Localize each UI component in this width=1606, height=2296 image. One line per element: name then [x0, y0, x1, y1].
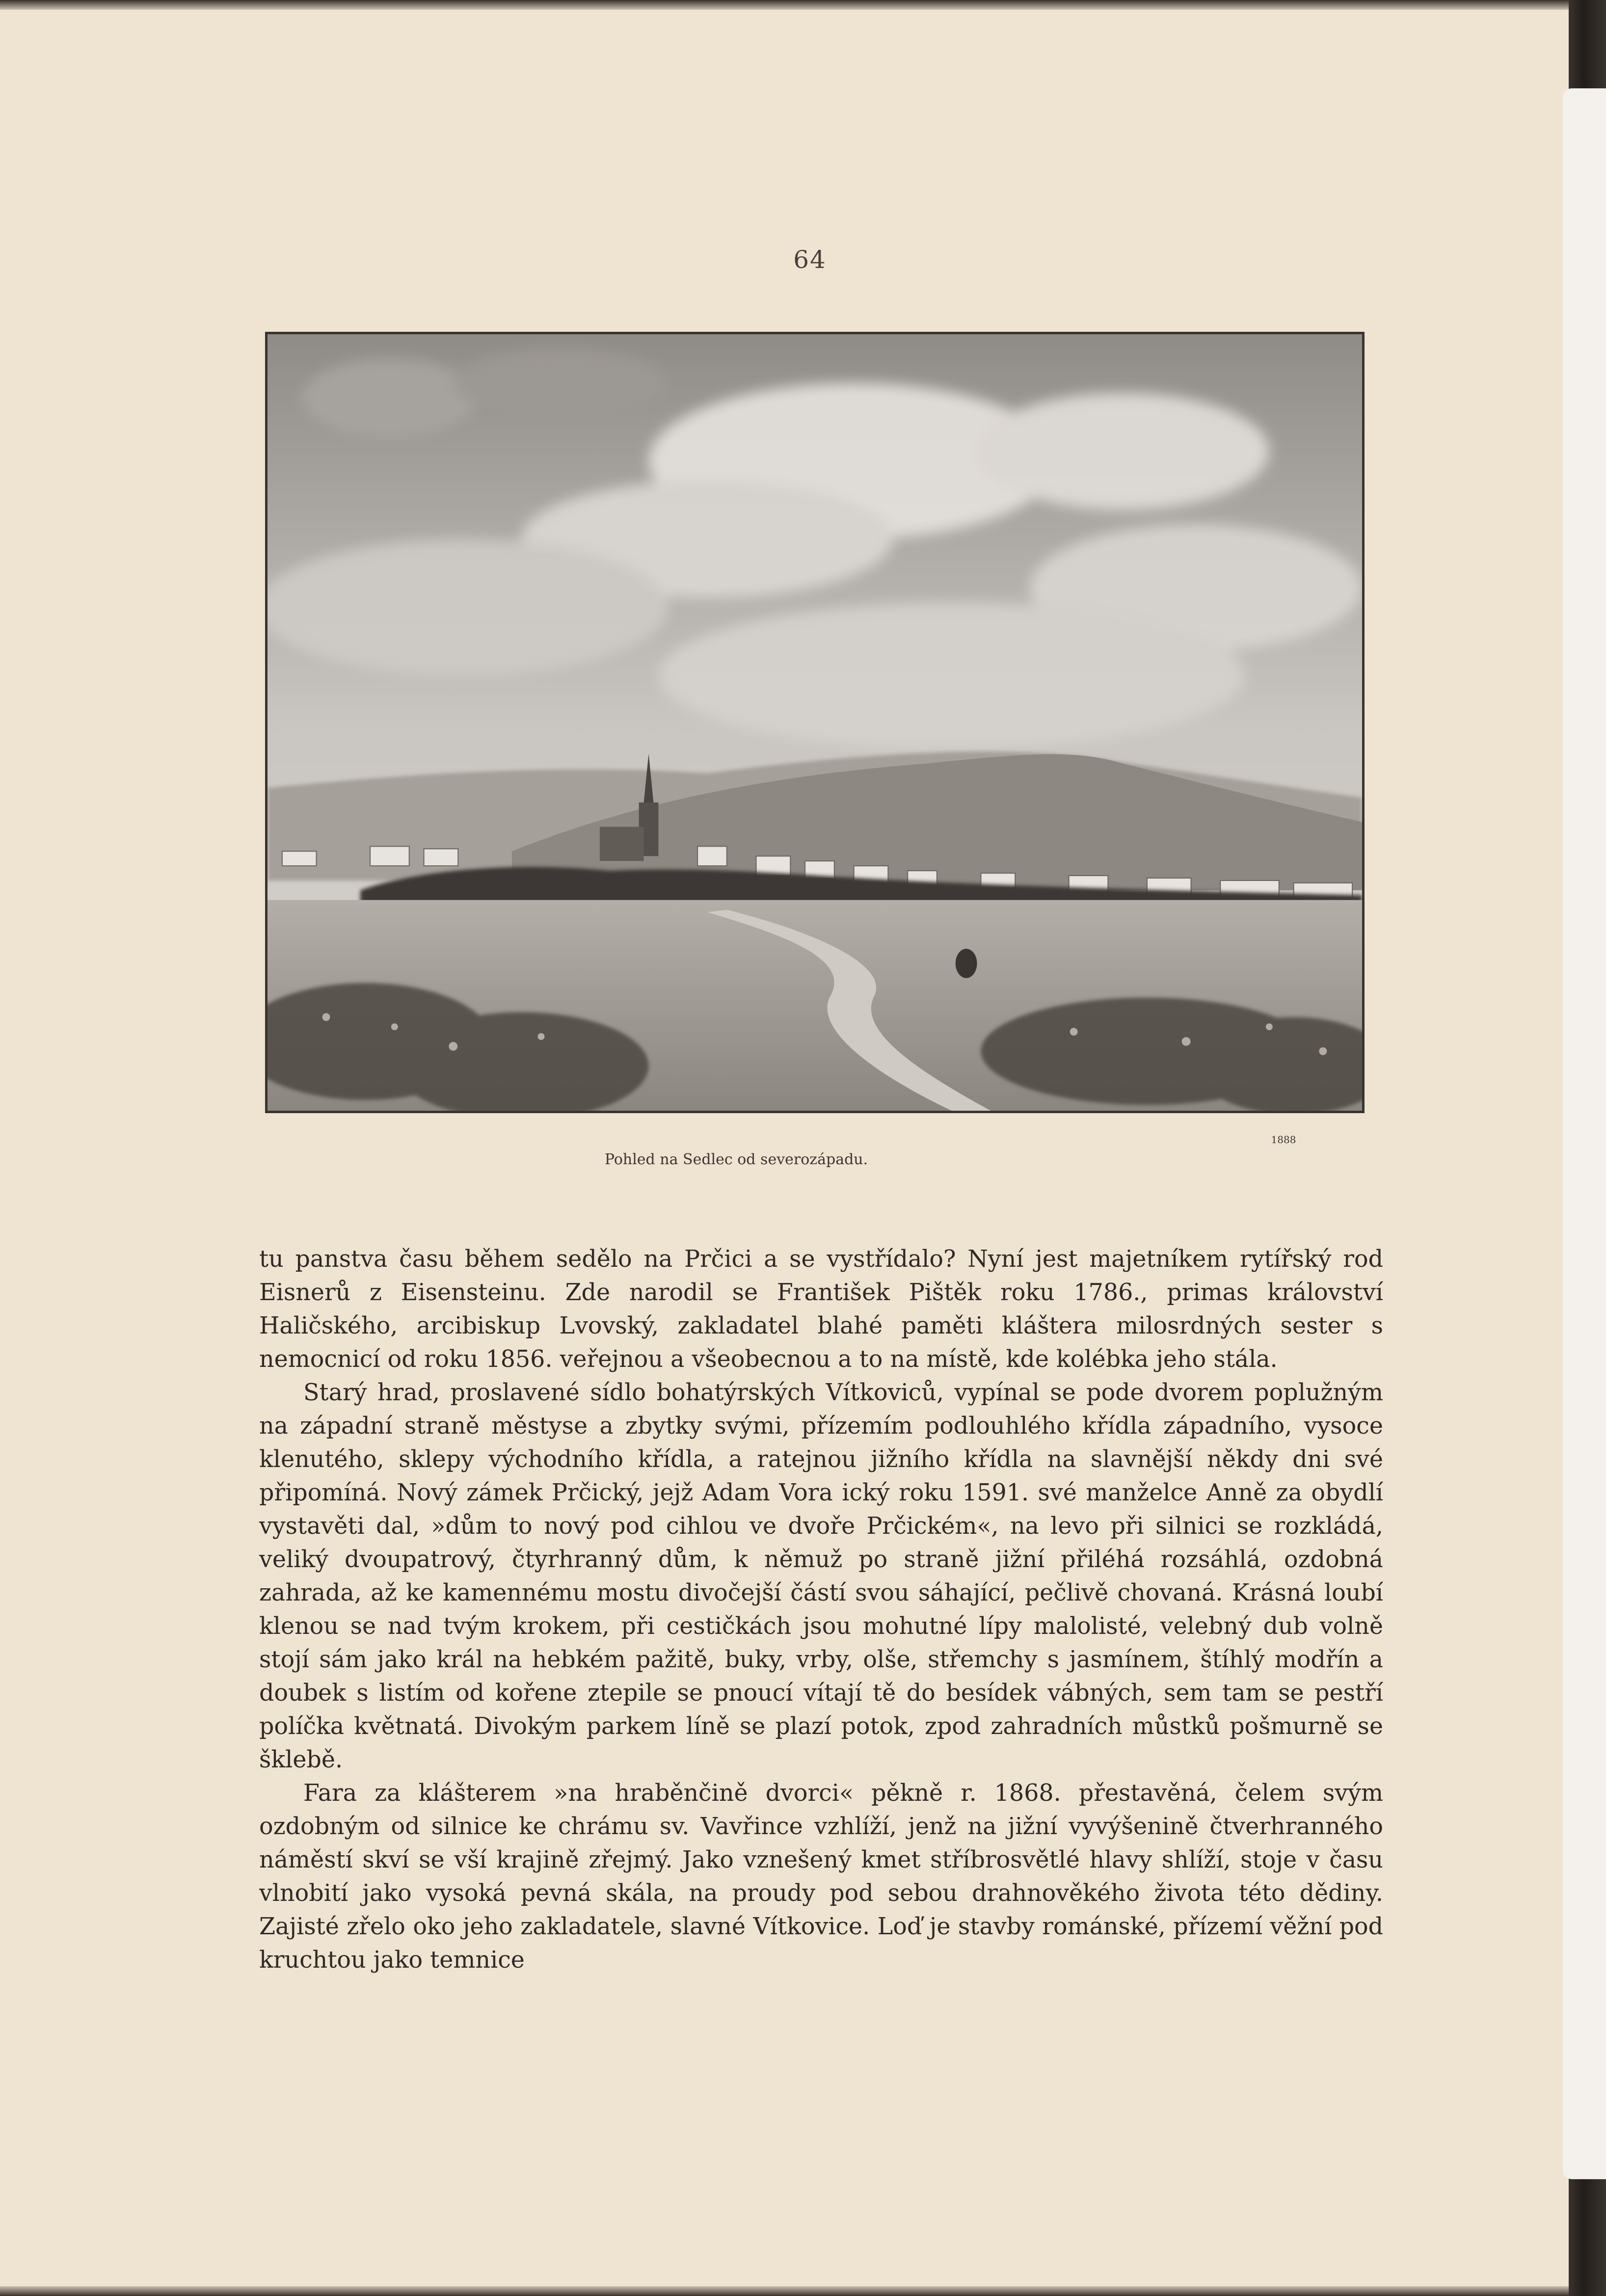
page-bottom-edge [0, 2286, 1575, 2296]
landscape-illustration [265, 332, 1365, 1113]
paragraph-2: Starý hrad, proslavené sídlo bohatýrských Vítkoviců, vypínal se pode dvorem poplužným na západní straně městyse a zbytky svými, přízemím podlouhlého křídla západního, vysoce klenutého, sklepy východního křídla, a ratejnou jižního křídla na slavnější někdy dni své připomíná. Nový zámek Prčický, jejž Adam Vora ický roku 1591. své manželce Anně za obydlí vystavěti dal, »dům to nový pod cihlou ve dvoře Prčickém«, na levo při silnici se rozkládá, veliký dvoupatrový, čtyrhranný dům, k němuž po straně jižní přiléhá rozsáhlá, ozdobná zahrada, až ke kamennému mostu divočejší částí svou sáhající, pečlivě chovaná. Krásná loubí klenou se nad tvým krokem, při cestičkách jsou mohutné lípy malolisté, velebný dub volně stojí sám jako král na hebkém pažitě, buky, vrby, olše, střemchy s jasmínem, štíhlý modřín a doubek s listím od kořene ztepile se pnoucí vítají tě do besídek vábných, sem tam se pestří políčka květnatá. Divokým parkem líně se plazí potok, zpod zahradních můstků pošmurně se šklebě. [259, 1379, 1383, 1773]
landscape-picture [268, 334, 1362, 1111]
paragraph-1: tu panstva času během sedělo na Prčici a se vystřídalo? Nyní jest majetníkem rytířský rod Eisnerů z Eisensteinu. Zde narodil se František Pištěk roku 1786., primas království Haličského, arcibiskup Lvovský, zakladatel blahé paměti kláštera milosrdných sester s nemocnicí od roku 1856. veřejnou a všeobecnou a to na místě, kde kolébka jeho stála. [259, 1246, 1383, 1373]
illustration-year: 1888 [1271, 1134, 1296, 1146]
paragraph-3: Fara za klášterem »na hraběnčině dvorci« pěkně r. 1868. přestavěná, čelem svým ozdobným od silnice ke chrámu sv. Vavřince vzhlíží, jenž na jižní vyvýšenině čtverhranného náměstí skví se vší krajině zřejmý. Jako vznešený kmet stříbrosvětlé hlavy shlíží, stoje v času vlnobití jako vysoká pevná skála, na proudy pod sebou drahnověkého života této dědiny. Zajisté zřelo oko jeho zakladatele, slavné Vítkovice. Loď je stavby románské, přízemí věžní pod kruchtou jako temnice [259, 1780, 1383, 1974]
page-number: 64 [793, 245, 827, 274]
next-page-edge [1563, 88, 1606, 2179]
page-top-edge [0, 0, 1575, 10]
body-text [259, 1243, 1383, 1977]
illustration-caption: Pohled na Sedlec od severozápadu. [604, 1151, 868, 1168]
